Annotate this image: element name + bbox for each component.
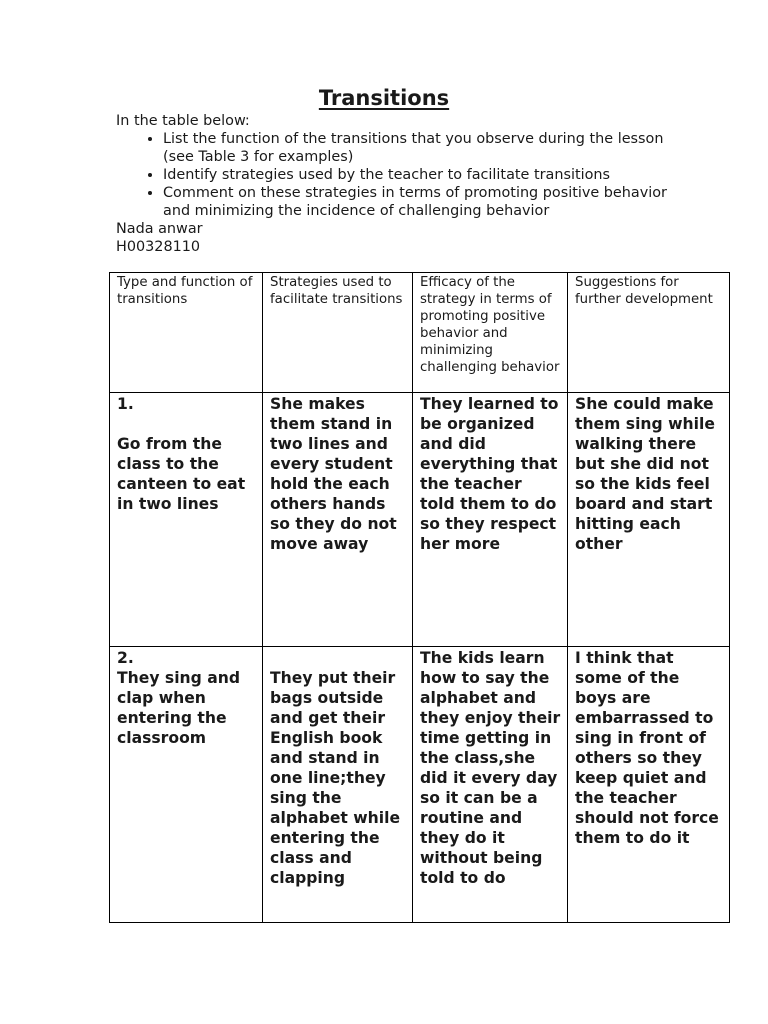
type-text: Go from the class to the canteen to eat in two lines xyxy=(117,435,246,513)
table-header-row xyxy=(110,273,730,393)
line-spacer xyxy=(117,414,256,434)
cell-strategy: She makes them stand in two lines and every student hold the each others hands so they do not move away xyxy=(263,393,413,647)
header-strategies: Strategies used to facilitate transitions xyxy=(263,273,413,393)
row-number: 2. xyxy=(117,649,134,667)
type-text: They sing and clap when entering the classroom xyxy=(117,669,241,747)
student-name: Nada anwar xyxy=(116,221,203,237)
student-id: H00328110 xyxy=(116,239,201,255)
cell-efficacy: The kids learn how to say the alphabet and they enjoy their time getting in the class,she did it every day so it can be a routine and they do it without being told to do xyxy=(413,647,568,923)
intro-text: In the table below: xyxy=(116,113,250,129)
instruction-item: • List the function of the transitions that you observe during the lesson (see Table 3 for examples) xyxy=(163,130,676,166)
cell-suggestion: She could make them sing while walking there but she did not so the kids feel board and start hitting each other xyxy=(568,393,730,647)
row-number: 1. xyxy=(117,395,134,413)
cell-suggestion: I think that some of the boys are embarrassed to sing in front of others so they keep quiet and the teacher should not force them to do it xyxy=(568,647,730,923)
strategy-text: They put their bags outside and get their English book and stand in one line;they sing the alphabet while entering the class and clapping xyxy=(270,669,401,887)
transitions-table xyxy=(109,272,730,923)
instruction-item: • Comment on these strategies in terms of promoting positive behavior and minimizing the incidence of challenging behavior xyxy=(163,184,676,220)
header-suggestions: Suggestions for further development xyxy=(568,273,730,393)
cell-type xyxy=(110,647,263,923)
header-type: Type and function of transitions xyxy=(110,273,263,393)
cell-efficacy: They learned to be organized and did everything that the teacher told them to do so they respect her more xyxy=(413,393,568,647)
table-row xyxy=(110,647,730,923)
cell-type xyxy=(110,393,263,647)
cell-strategy xyxy=(263,647,413,923)
instructions xyxy=(116,112,676,256)
table-row xyxy=(110,393,730,647)
line-spacer xyxy=(270,648,406,668)
instruction-list xyxy=(116,130,676,220)
instruction-item: • Identify strategies used by the teacher to facilitate transitions xyxy=(163,166,676,184)
header-efficacy: Efficacy of the strategy in terms of promoting positive behavior and minimizing challenging behavior xyxy=(413,273,568,393)
page-title: Transitions xyxy=(318,86,450,110)
